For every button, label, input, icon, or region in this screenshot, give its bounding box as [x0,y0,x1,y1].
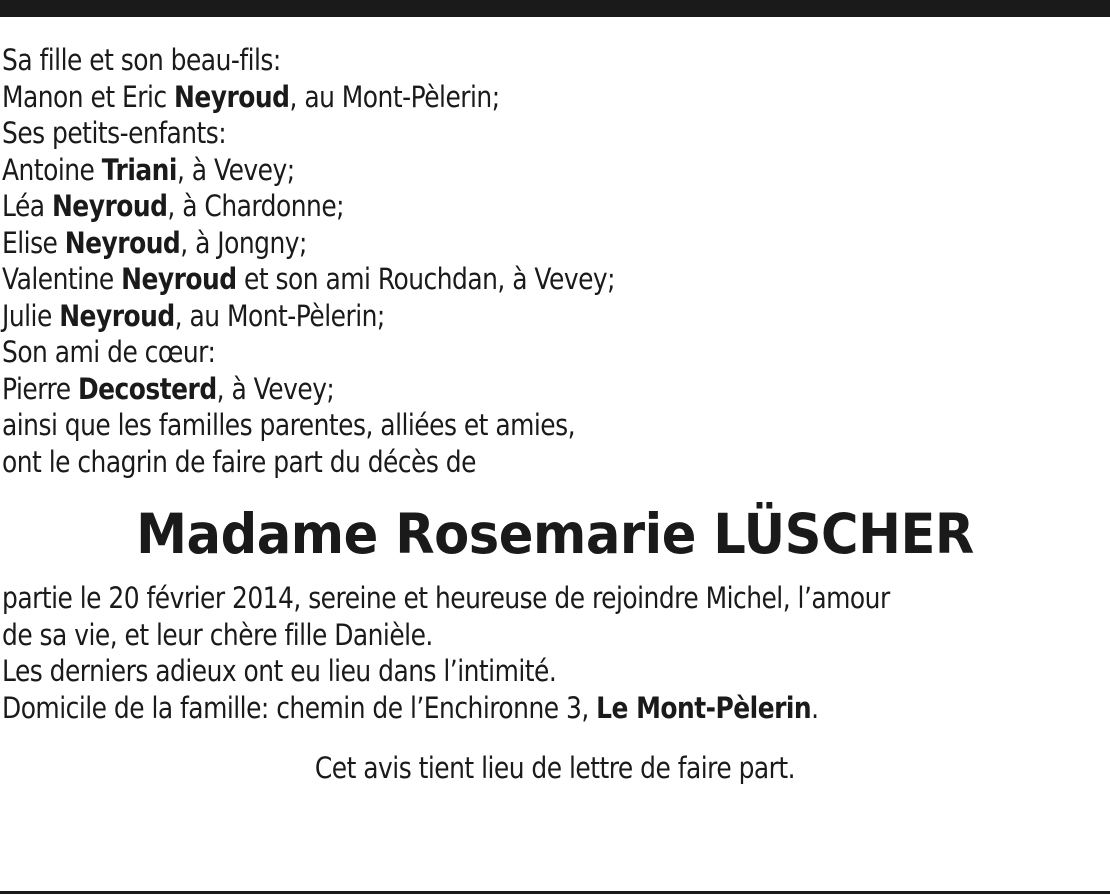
family-line [2,115,953,152]
surname: Triani [101,152,177,187]
family-list [2,42,1108,480]
family-line-text: ont le chagrin de faire part du décès de [2,444,476,479]
family-line-text: Julie [2,298,60,333]
family-line-text: Sa fille et son beau-fils: [2,43,281,77]
family-line [2,261,953,298]
family-line-text: ainsi que les familles parentes, alliées et amies, [2,408,576,442]
obituary-notice [2,42,1108,786]
top-rule [0,0,1110,17]
detail-line [2,617,953,654]
family-line [2,298,953,335]
deceased-name: Madame Rosemarie LÜSCHER [136,502,974,566]
family-line-suffix: , à Chardonne; [167,189,345,223]
death-details [2,580,1108,726]
bottom-rule [0,891,1110,894]
detail-line-text: Domicile de la famille: chemin de l’Enchironne 3, [2,690,597,725]
family-line-text: Antoine [2,152,102,187]
family-line-suffix: , au Mont-Pèlerin; [289,79,500,114]
surname: Neyroud [174,79,290,114]
family-line-text: Ses petits-enfants: [2,116,227,150]
family-line-text: Léa [2,189,52,223]
family-line-text: Elise [2,225,65,260]
family-line [2,444,953,481]
surname: Neyroud [51,189,168,223]
family-line-suffix: , à Vevey; [176,152,295,187]
family-line-suffix: et son ami Rouchdan, à Vevey; [236,262,616,296]
detail-line-text: de sa vie, et leur chère fille Danièle. [2,617,433,652]
family-line-text: Manon et Eric [2,79,175,114]
family-line [2,152,953,189]
surname: Le Mont-Pèlerin [596,690,812,725]
detail-line-suffix: . [811,690,819,725]
surname: Neyroud [121,262,237,296]
family-line-suffix: , au Mont-Pèlerin; [174,298,385,333]
family-line [2,407,953,444]
family-line [2,371,953,408]
family-line-suffix: , à Vevey; [216,371,335,406]
family-line [2,42,953,79]
surname: Neyroud [64,225,181,260]
family-line-text: Son ami de cœur: [2,335,216,369]
closing-notice: Cet avis tient lieu de lettre de faire part. [314,751,796,785]
family-line [2,334,953,371]
detail-line-text: partie le 20 février 2014, sereine et heureuse de rejoindre Michel, l’amour [2,581,890,615]
family-line [2,225,953,262]
family-line [2,188,953,225]
family-line-text: Pierre [2,371,78,406]
family-line-suffix: , à Jongny; [180,225,307,260]
detail-line-text: Les derniers adieux ont eu lieu dans l’intimité. [2,654,557,688]
detail-line [2,653,953,690]
detail-line [2,580,953,617]
detail-line [2,690,953,727]
family-line-text: Valentine [2,262,122,296]
surname: Decosterd [77,371,217,406]
surname: Neyroud [59,298,175,333]
family-line [2,79,953,116]
